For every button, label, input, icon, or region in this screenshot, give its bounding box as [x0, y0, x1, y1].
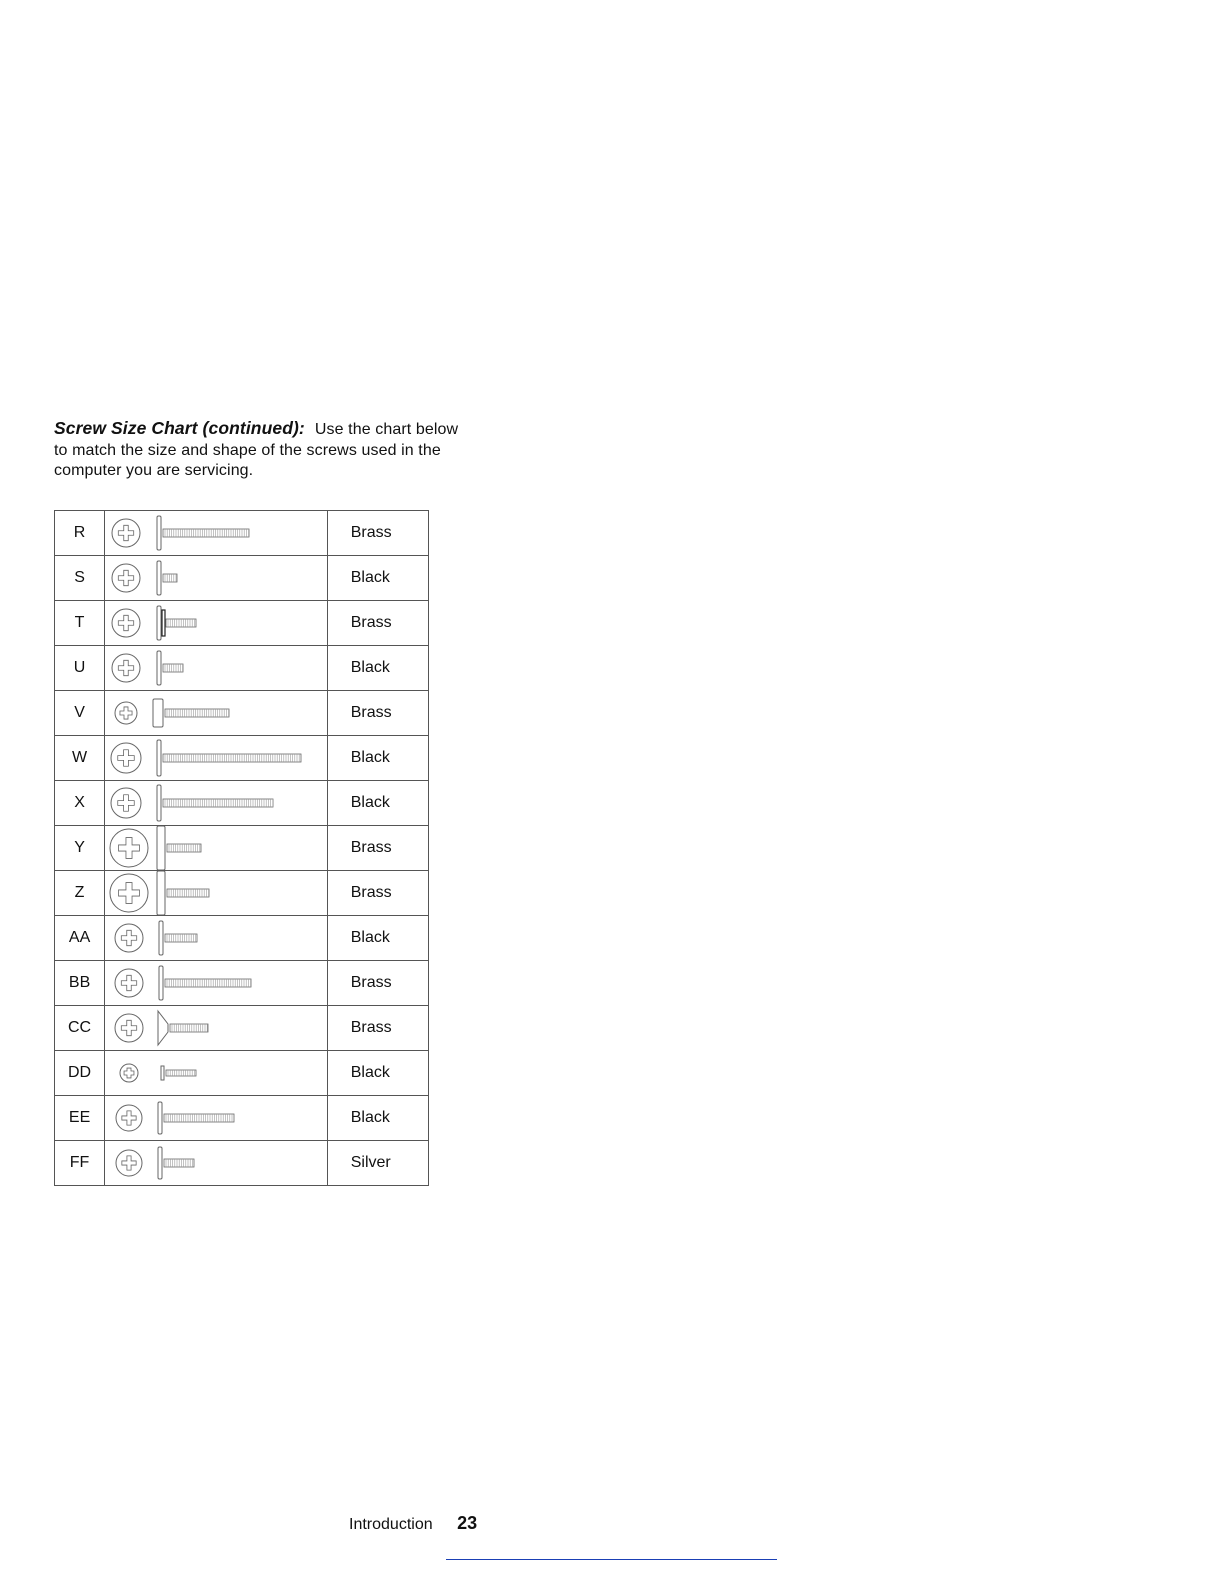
phillips-pan-head-screw-icon [105, 736, 326, 780]
screw-row [55, 556, 429, 601]
phillips-pan-head-screw-icon [105, 1096, 326, 1140]
screw-finish: Black [327, 781, 428, 826]
screw-row [55, 511, 429, 556]
screw-finish: Brass [327, 826, 428, 871]
screw-code: DD [55, 1051, 105, 1096]
screw-code: W [55, 736, 105, 781]
screw-row [55, 691, 429, 736]
screw-finish: Black [327, 556, 428, 601]
screw-row [55, 781, 429, 826]
screw-illustration-cell [105, 1051, 328, 1096]
screw-code: Z [55, 871, 105, 916]
intro-paragraph [54, 418, 484, 482]
screw-code: S [55, 556, 105, 601]
phillips-flat-head-screw-icon [105, 1006, 326, 1050]
screw-illustration-cell [105, 736, 328, 781]
page-footer [349, 1513, 477, 1534]
phillips-large-head-screw-icon [105, 871, 326, 915]
screw-row [55, 1141, 429, 1186]
screw-finish: Black [327, 1051, 428, 1096]
screw-illustration-cell [105, 961, 328, 1006]
screw-code: T [55, 601, 105, 646]
screw-code: EE [55, 1096, 105, 1141]
page-number: 23 [457, 1513, 478, 1533]
screw-illustration-cell [105, 511, 328, 556]
screw-illustration-cell [105, 916, 328, 961]
phillips-pan-head-screw-icon [105, 691, 326, 735]
intro-text-2: to match the size and shape of the screws used in the [54, 441, 441, 459]
phillips-pan-head-screw-icon [105, 1141, 326, 1185]
phillips-pan-head-screw-icon [105, 781, 326, 825]
phillips-pan-head-screw-icon [105, 511, 326, 555]
screw-illustration-cell [105, 871, 328, 916]
screw-row [55, 1096, 429, 1141]
phillips-shoulder-screw-icon [105, 601, 326, 645]
screw-illustration-cell [105, 826, 328, 871]
phillips-pan-head-screw-icon [105, 556, 326, 600]
screw-row [55, 871, 429, 916]
screw-illustration-cell [105, 781, 328, 826]
screw-code: CC [55, 1006, 105, 1051]
footer-section-name: Introduction [349, 1516, 433, 1533]
screw-finish: Black [327, 1096, 428, 1141]
screw-finish: Brass [327, 601, 428, 646]
screw-size-table [54, 510, 429, 1186]
screw-illustration-cell [105, 646, 328, 691]
screw-illustration-cell [105, 691, 328, 736]
screw-code: R [55, 511, 105, 556]
screw-finish: Brass [327, 691, 428, 736]
screw-row [55, 601, 429, 646]
screw-finish: Brass [327, 511, 428, 556]
screw-code: V [55, 691, 105, 736]
screw-row [55, 1006, 429, 1051]
phillips-pan-head-screw-icon [105, 961, 326, 1005]
screw-code: BB [55, 961, 105, 1006]
screw-finish: Black [327, 736, 428, 781]
screw-row [55, 646, 429, 691]
section-heading: Screw Size Chart (continued): [54, 418, 305, 438]
screw-table-body [55, 511, 429, 1186]
screw-code: U [55, 646, 105, 691]
phillips-small-screw-icon [105, 1051, 326, 1095]
screw-code: AA [55, 916, 105, 961]
screw-illustration-cell [105, 1096, 328, 1141]
screw-illustration-cell [105, 1141, 328, 1186]
screw-finish: Brass [327, 1006, 428, 1051]
phillips-pan-head-screw-icon [105, 646, 326, 690]
screw-row [55, 826, 429, 871]
screw-illustration-cell [105, 1006, 328, 1051]
screw-finish: Brass [327, 961, 428, 1006]
phillips-large-head-screw-icon [105, 826, 326, 870]
screw-illustration-cell [105, 601, 328, 646]
screw-row [55, 1051, 429, 1096]
phillips-pan-head-screw-icon [105, 916, 326, 960]
intro-text-3: computer you are servicing. [54, 462, 254, 479]
screw-row [55, 961, 429, 1006]
screw-code: FF [55, 1141, 105, 1186]
screw-finish: Black [327, 646, 428, 691]
screw-code: X [55, 781, 105, 826]
screw-row [55, 916, 429, 961]
screw-finish: Silver [327, 1141, 428, 1186]
screw-code: Y [55, 826, 105, 871]
screw-row [55, 736, 429, 781]
screw-illustration-cell [105, 556, 328, 601]
screw-finish: Black [327, 916, 428, 961]
screw-finish: Brass [327, 871, 428, 916]
intro-text-1: Use the chart below [314, 421, 459, 438]
footer-rule [446, 1559, 777, 1560]
